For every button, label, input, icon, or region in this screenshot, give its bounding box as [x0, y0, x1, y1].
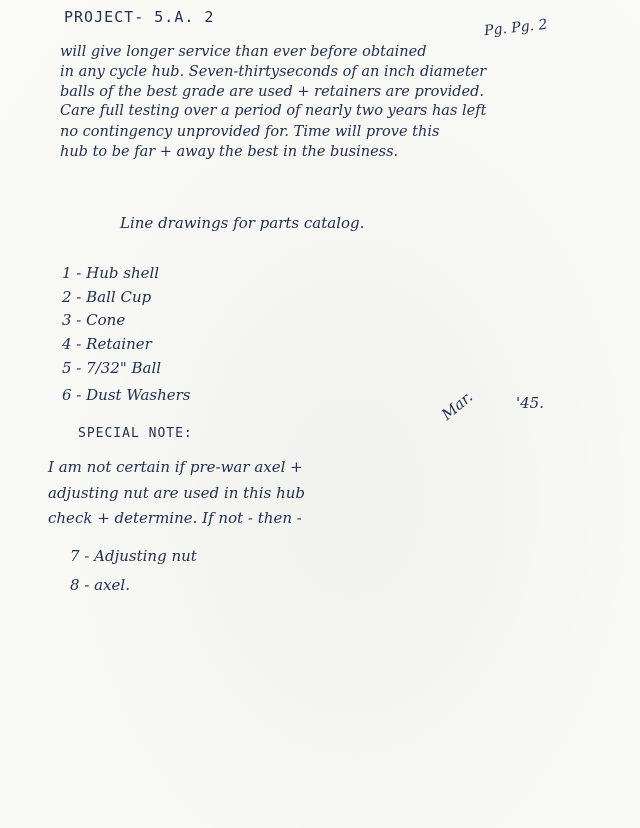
- paragraph-line: balls of the best grade are used + retainers are provided.: [60, 84, 484, 100]
- page-reference: Pg. Pg. 2: [483, 16, 549, 40]
- paragraph-line: no contingency unprovided for. Time will prove this: [60, 124, 440, 140]
- part-item: 5 - 7/32" Ball: [62, 359, 162, 377]
- catalog-heading: Line drawings for parts catalog.: [120, 214, 365, 232]
- part-item: 6 - Dust Washers: [62, 386, 191, 404]
- note-line: I am not certain if pre-war axel +: [48, 458, 303, 476]
- note-line: adjusting nut are used in this hub: [48, 484, 305, 502]
- paragraph-line: hub to be far + away the best in the business.: [60, 144, 399, 160]
- special-note-label: SPECIAL NOTE:: [78, 426, 193, 441]
- extra-part-item: 7 - Adjusting nut: [70, 547, 197, 565]
- note-line: check + determine. If not - then -: [48, 509, 302, 527]
- project-header: PROJECT- 5.A. 2: [64, 8, 215, 26]
- paragraph-line: Care full testing over a period of nearly two years has left: [60, 103, 487, 119]
- part-item: 1 - Hub shell: [62, 264, 160, 282]
- part-item: 3 - Cone: [62, 311, 126, 329]
- margin-date: Mar.: [438, 387, 477, 424]
- part-item: 4 - Retainer: [62, 335, 152, 353]
- extra-part-item: 8 - axel.: [70, 576, 130, 594]
- paragraph-line: in any cycle hub. Seven-thirtyseconds of an inch diameter: [60, 64, 487, 80]
- part-item: 2 - Ball Cup: [62, 288, 152, 306]
- margin-year: '45.: [516, 394, 544, 412]
- paragraph-line: will give longer service than ever before obtained: [60, 44, 427, 60]
